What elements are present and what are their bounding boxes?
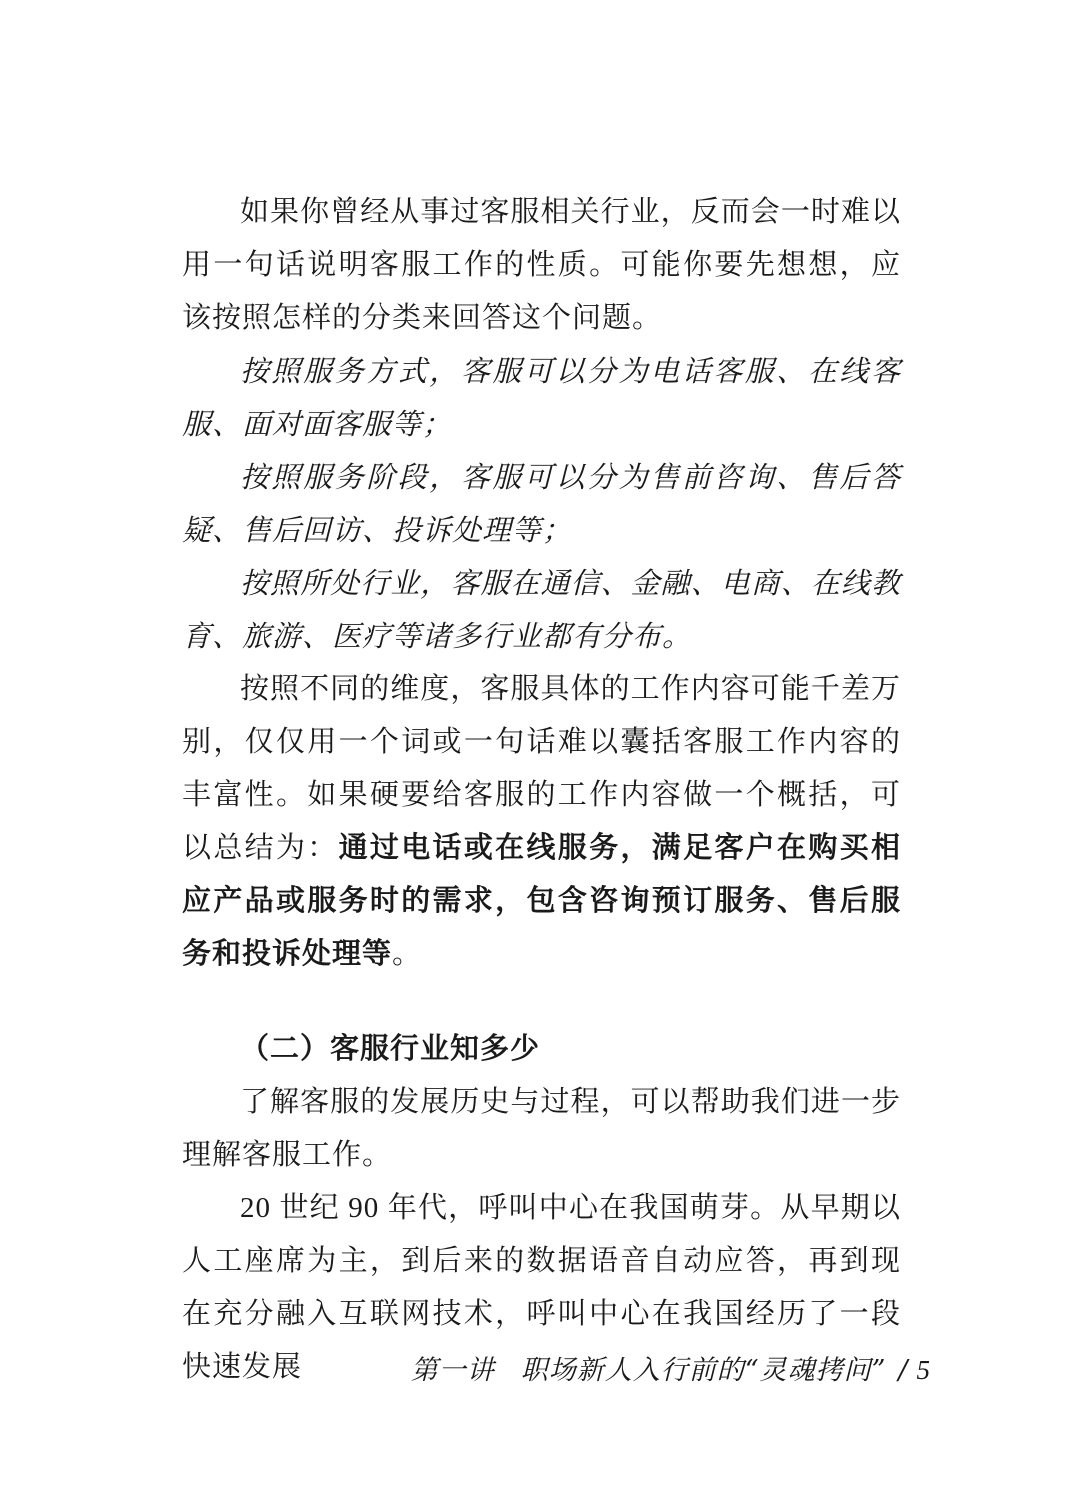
section-heading: （二）客服行业知多少 <box>240 1033 541 1065</box>
footer-chapter-label: 第一讲 <box>410 1355 495 1386</box>
paragraph-service-mode: 按照服务方式，客服可以分为电话客服、在线客服、面对面客服等； <box>182 354 901 441</box>
paragraph-service-stage: 按照服务阶段，客服可以分为售前咨询、售后答疑、售后回访、投诉处理等； <box>182 460 901 547</box>
footer-section-title: 职场新人入行前的“灵魂拷问” <box>520 1355 887 1386</box>
paragraph-summary-lead: 按照不同的维度，客服具体的工作内容可能千差万别，仅仅用一个词或一句话难以囊括客服工作内容的丰富性。如果硬要给客服的工作内容做一个概括，可以总结为： <box>182 673 901 864</box>
footer-page-number: 5 <box>916 1355 931 1385</box>
footer-separator: / <box>898 1355 909 1386</box>
paragraph-summary-period: 。 <box>392 938 423 970</box>
paragraph-history-1990s: 20 世纪 90 年代，呼叫中心在我国萌芽。从早期以人工座席为主，到后来的数据语音自动应答，再到现在充分融入互联网技术，呼叫中心在我国经历了一段快速发展 <box>182 1192 901 1383</box>
paragraph-summary-bold-definition: 通过电话或在线服务，满足客户在购买相应产品或服务时的需求，包含咨询预订服务、售后服务和投诉处理等 <box>182 832 901 970</box>
paragraph-summary <box>182 663 901 981</box>
paragraph-intro: 如果你曾经从事过客服相关行业，反而会一时难以用一句话说明客服工作的性质。可能你要先想想，应该按照怎样的分类来回答这个问题。 <box>182 196 901 334</box>
paragraph-industry: 按照所处行业，客服在通信、金融、电商、在线教育、旅游、医疗等诸多行业都有分布。 <box>182 566 901 653</box>
paragraph-history-intro: 了解客服的发展历史与过程，可以帮助我们进一步理解客服工作。 <box>182 1086 901 1171</box>
page-footer <box>411 1353 931 1388</box>
page-content <box>182 186 901 1394</box>
